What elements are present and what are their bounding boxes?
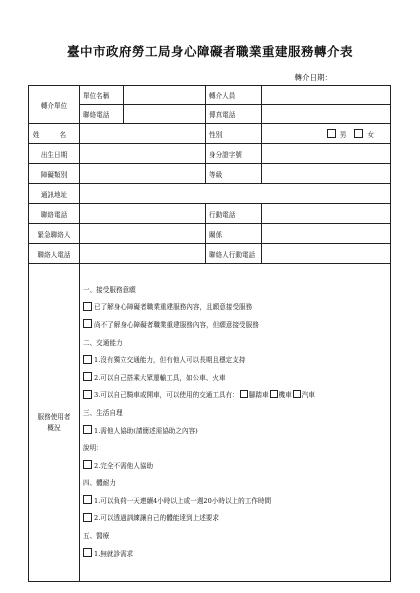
female-checkbox[interactable] <box>354 129 363 138</box>
birth-date-label: 出生日期 <box>29 144 80 164</box>
grade-label: 等級 <box>206 164 262 184</box>
referral-form-table <box>28 85 391 582</box>
unit-name-field[interactable] <box>124 86 206 105</box>
unit-name-label: 單位名稱 <box>80 86 124 105</box>
referrer-label: 轉介人員 <box>206 86 262 105</box>
stamina-option-2-checkbox[interactable] <box>83 513 92 522</box>
transport-option-2-text: 2.可以自己搭乘大眾運輸工具，如公車、火車 <box>94 373 226 382</box>
referrer-field[interactable] <box>262 86 391 105</box>
bicycle-checkbox[interactable] <box>240 390 248 398</box>
stamina-option-1-text: 1.可以負荷一天連續4小時以上或一週20小時以上的工作時間 <box>94 496 272 505</box>
disability-type-field[interactable] <box>80 164 206 184</box>
unit-phone-label: 聯絡電話 <box>80 105 124 124</box>
medical-option-1-checkbox[interactable] <box>83 548 92 557</box>
bicycle-label: 腳踏車 <box>248 391 269 400</box>
relationship-field[interactable] <box>262 224 391 244</box>
relationship-label: 關係 <box>206 224 262 244</box>
usage-label-line2: 概況 <box>47 423 61 432</box>
transport-option-2 <box>83 370 387 388</box>
male-label: 男 <box>339 130 347 139</box>
emergency-contact-label: 緊急聯絡人 <box>29 224 80 244</box>
transport-heading: 二、交通能力 <box>83 338 123 347</box>
transport-option-3-checkbox[interactable] <box>83 390 92 399</box>
self-care-option-2 <box>83 458 387 476</box>
self-care-option-2-checkbox[interactable] <box>83 460 92 469</box>
phone-field[interactable] <box>80 204 206 224</box>
address-label: 通訊地址 <box>29 184 80 204</box>
willingness-option-1-checkbox[interactable] <box>83 302 92 311</box>
disability-type-label: 障礙類別 <box>29 164 80 184</box>
stamina-option-1-checkbox[interactable] <box>83 495 92 504</box>
phone-label: 聯絡電話 <box>29 204 80 224</box>
car-label: 汽車 <box>301 391 315 400</box>
willingness-option-1 <box>83 299 387 317</box>
transport-option-1 <box>83 352 387 370</box>
self-care-option-1-checkbox[interactable] <box>83 425 92 434</box>
stamina-option-2 <box>83 510 387 528</box>
id-number-label: 身分證字號 <box>206 144 262 164</box>
willingness-option-2 <box>83 317 387 335</box>
willingness-option-2-checkbox[interactable] <box>83 319 92 328</box>
unit-phone-field[interactable] <box>124 105 206 124</box>
emergency-contact-field[interactable] <box>80 224 206 244</box>
self-care-option-2-text: 2.完全不需他人協助 <box>94 461 154 470</box>
transport-option-1-text: 1.沒有獨立交通能力，但有他人可以長期且穩定支持 <box>94 356 246 365</box>
address-field[interactable] <box>80 184 391 204</box>
name-label: 姓 名 <box>29 124 80 144</box>
gender-options <box>262 124 391 144</box>
scooter-checkbox[interactable] <box>270 390 278 398</box>
medical-heading: 五、醫療 <box>83 532 110 541</box>
grade-field[interactable] <box>262 164 391 184</box>
willingness-heading: 一、接受服務意願 <box>83 285 136 294</box>
car-checkbox[interactable] <box>293 390 301 398</box>
stamina-option-1 <box>83 493 387 511</box>
self-care-option-1 <box>83 423 387 441</box>
transport-option-3 <box>83 387 387 405</box>
contact-mobile-label: 聯絡人行動電話 <box>206 244 262 264</box>
transport-option-3-text: 3.可以自己騎車或開車，可以使用的交通工具有： <box>94 391 239 400</box>
self-care-note: 說明： <box>83 444 103 453</box>
referral-date-label: 轉介日期： <box>294 73 332 82</box>
fax-label: 傳真電話 <box>206 105 262 124</box>
scooter-label: 機車 <box>278 391 292 400</box>
mobile-label: 行動電話 <box>206 204 262 224</box>
contact-mobile-field[interactable] <box>262 244 391 264</box>
gender-label: 性別 <box>206 124 262 144</box>
female-label: 女 <box>367 130 374 139</box>
contact-phone-field[interactable] <box>80 244 206 264</box>
stamina-heading: 四、體耐力 <box>83 479 116 488</box>
fax-field[interactable] <box>262 105 391 124</box>
self-care-option-1-text: 1.需他人協助(請簡述需協助之內容) <box>94 426 198 435</box>
usage-section-label <box>29 264 80 582</box>
transport-option-2-checkbox[interactable] <box>83 372 92 381</box>
transport-option-1-checkbox[interactable] <box>83 355 92 364</box>
referral-unit-label: 轉介單位 <box>29 86 80 124</box>
contact-phone-label: 聯絡人電話 <box>29 244 80 264</box>
self-care-heading: 三、生活自理 <box>83 408 123 417</box>
medical-option-1 <box>83 546 387 564</box>
mobile-field[interactable] <box>262 204 391 224</box>
willingness-option-2-text: 尚不了解身心障礙者職業重建服務內容，但願意接受服務 <box>94 320 259 329</box>
id-number-field[interactable] <box>262 144 391 164</box>
usage-label-line1: 服務使用者 <box>37 412 71 421</box>
stamina-option-2-text: 2.可以透過訓練讓自己的體能達到上述要求 <box>94 514 219 523</box>
name-field[interactable] <box>80 124 206 144</box>
form-title: 臺中市政府勞工局身心障礙者職業重建服務轉介表 <box>66 44 353 59</box>
usage-content <box>80 264 391 582</box>
medical-option-1-text: 1.無就診需求 <box>94 549 134 558</box>
male-checkbox[interactable] <box>327 129 336 138</box>
birth-date-field[interactable] <box>80 144 206 164</box>
willingness-option-1-text: 已了解身心障礙者職業重建服務內容，且願意接受服務 <box>94 303 253 312</box>
